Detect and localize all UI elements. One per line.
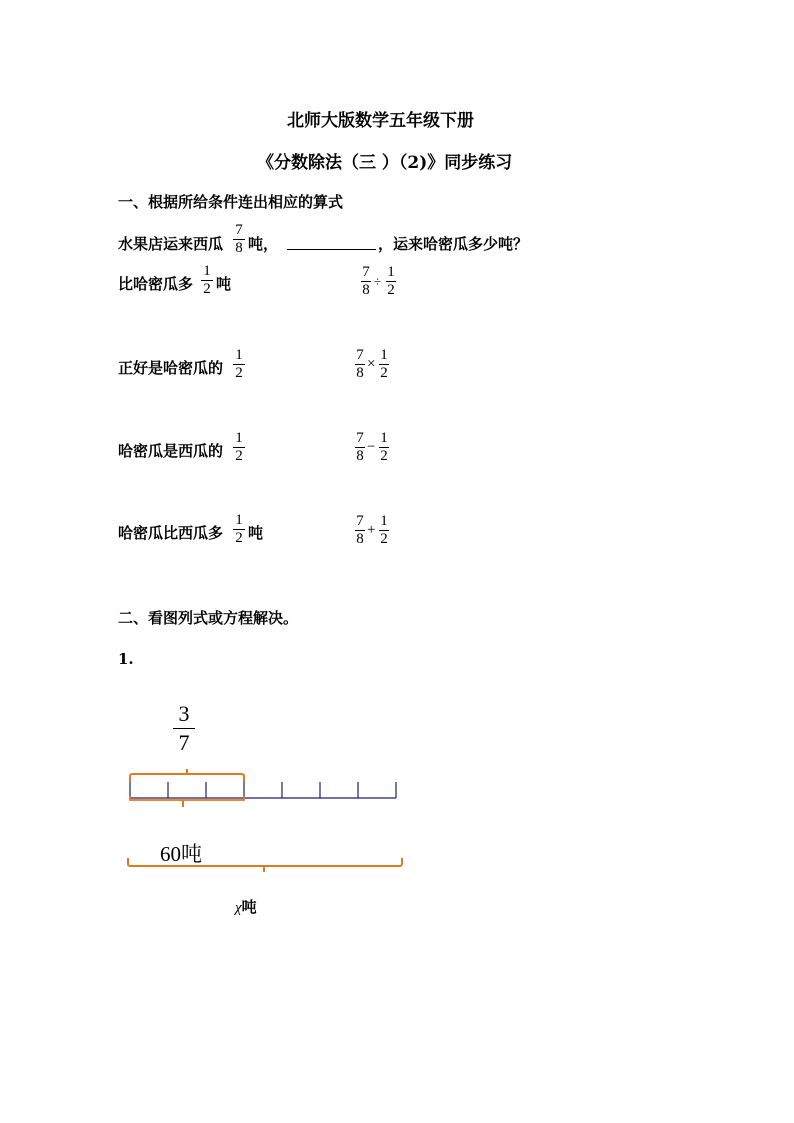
whole-variable: χ bbox=[235, 900, 242, 916]
condition-4-unit: 吨 bbox=[248, 524, 264, 542]
part-top-bracket bbox=[130, 774, 244, 782]
diagram-fraction-numerator: 3 bbox=[178, 701, 190, 726]
fraction-numerator: 1 bbox=[380, 513, 388, 529]
fraction-numerator: 1 bbox=[380, 430, 388, 446]
problem-number: 1. bbox=[118, 650, 134, 668]
page-subtitle: 《分数除法（三 ）（2)》同步练习 bbox=[257, 153, 513, 173]
diagram-fraction-denominator: 7 bbox=[178, 730, 190, 755]
condition-3-text: 哈密瓜是西瓜的 bbox=[118, 442, 224, 460]
question-fraction-numerator: 7 bbox=[235, 222, 243, 238]
fraction-numerator: 1 bbox=[235, 512, 243, 528]
fraction-denominator: 2 bbox=[380, 448, 388, 464]
whole-unit: 吨 bbox=[241, 898, 257, 916]
fraction-denominator: 8 bbox=[362, 282, 370, 298]
page-title: 北师大版数学五年级下册 bbox=[287, 111, 474, 131]
question-part3: ，运来哈密瓜多少吨？ bbox=[378, 235, 529, 253]
section2-heading: 二、看图列式或方程解决。 bbox=[118, 609, 299, 627]
fraction-denominator: 2 bbox=[235, 365, 243, 381]
whole-amount-label bbox=[235, 896, 257, 917]
question-part1: 水果店运来西瓜 bbox=[118, 235, 224, 253]
fraction-numerator: 7 bbox=[356, 430, 364, 446]
fraction-numerator: 7 bbox=[362, 264, 370, 280]
fraction-denominator: 2 bbox=[235, 448, 243, 464]
expression-4-operator: + bbox=[367, 522, 376, 538]
question-part2: 吨， bbox=[248, 235, 279, 253]
expression-3-operator: − bbox=[367, 439, 376, 455]
condition-1-text: 比哈密瓜多 bbox=[118, 275, 194, 293]
fraction-denominator: 2 bbox=[235, 530, 243, 546]
condition-2-text: 正好是哈密瓜的 bbox=[118, 359, 224, 377]
fraction-denominator: 8 bbox=[356, 531, 364, 547]
fraction-denominator: 8 bbox=[356, 448, 364, 464]
fraction-numerator: 1 bbox=[235, 430, 243, 446]
condition-4-text: 哈密瓜比西瓜多 bbox=[118, 524, 224, 542]
fraction-denominator: 2 bbox=[380, 531, 388, 547]
condition-1-unit: 吨 bbox=[216, 275, 232, 293]
fraction-denominator: 2 bbox=[203, 281, 211, 297]
expression-2-operator: × bbox=[367, 356, 376, 372]
fraction-denominator: 2 bbox=[387, 282, 395, 298]
fraction-numerator: 1 bbox=[380, 347, 388, 363]
fraction-numerator: 1 bbox=[387, 264, 395, 280]
fraction-numerator: 7 bbox=[356, 513, 364, 529]
section1-heading: 一、根据所给条件连出相应的算式 bbox=[118, 193, 344, 211]
fraction-numerator: 7 bbox=[356, 347, 364, 363]
fraction-numerator: 1 bbox=[235, 347, 243, 363]
part-amount-label: 60吨 bbox=[160, 842, 202, 866]
fraction-denominator: 8 bbox=[356, 365, 364, 381]
expression-1-operator: ÷ bbox=[374, 274, 382, 289]
fraction-numerator: 1 bbox=[203, 263, 211, 279]
fraction-denominator: 2 bbox=[380, 365, 388, 381]
question-fraction-denominator: 8 bbox=[235, 240, 243, 256]
